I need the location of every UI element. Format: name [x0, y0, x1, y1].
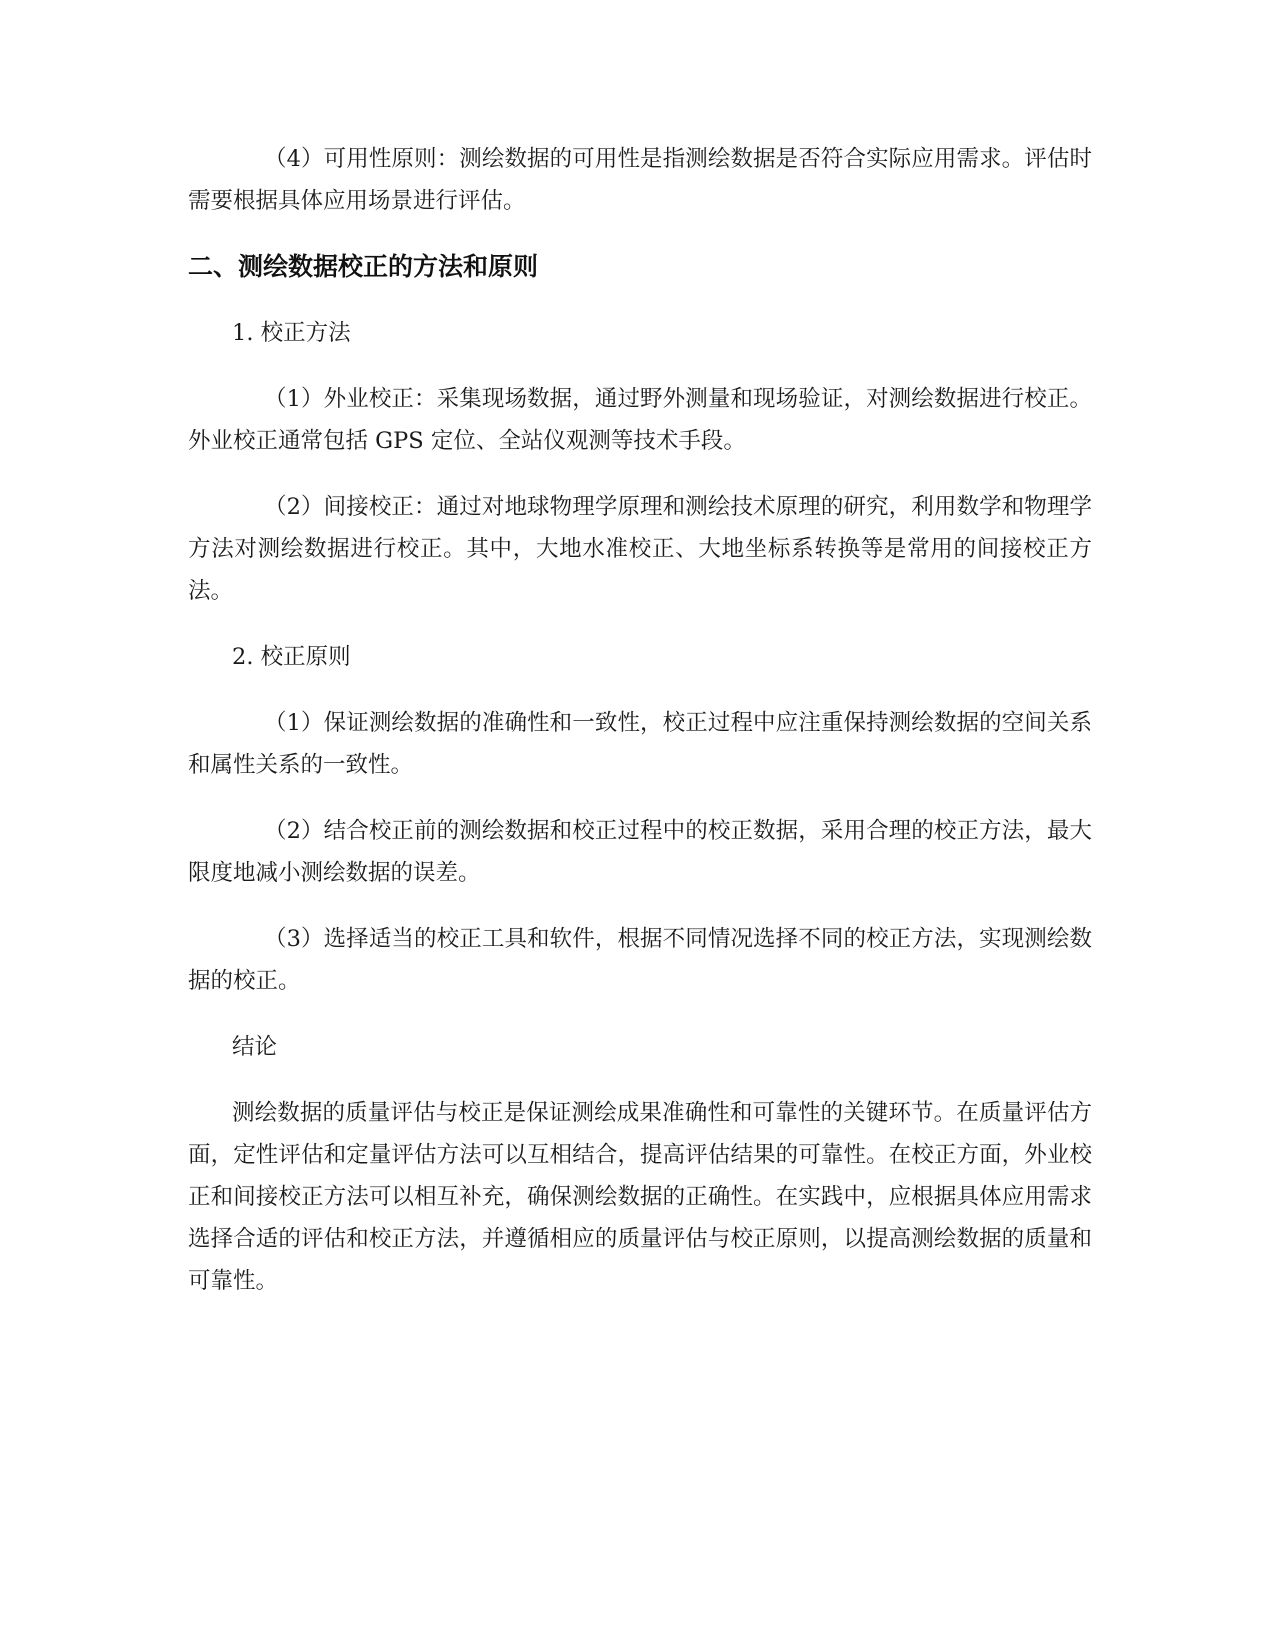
- paragraph-indirect-correction: （2）间接校正：通过对地球物理学原理和测绘技术原理的研究，利用数学和物理学方法对测绘数据进行校正。其中，大地水准校正、大地坐标系转换等是常用的间接校正方法。: [188, 494, 1092, 604]
- paragraph-principle-3: （3）选择适当的校正工具和软件，根据不同情况选择不同的校正方法，实现测绘数据的校正。: [188, 926, 1092, 994]
- conclusion-title: 结论: [232, 1034, 278, 1060]
- document-body: [188, 138, 1092, 1302]
- paragraph-usability-principle: （4）可用性原则：测绘数据的可用性是指测绘数据是否符合实际应用需求。评估时需要根据具体应用场景进行评估。: [188, 146, 1092, 214]
- paragraph-principle-1: （1）保证测绘数据的准确性和一致性，校正过程中应注重保持测绘数据的空间关系和属性关系的一致性。: [188, 710, 1092, 778]
- section-heading: 二、测绘数据校正的方法和原则: [188, 252, 539, 281]
- subsection-title-methods: 1. 校正方法: [232, 320, 351, 346]
- paragraph-field-correction: （1）外业校正：采集现场数据，通过野外测量和现场验证，对测绘数据进行校正。外业校正通常包括 GPS 定位、全站仪观测等技术手段。: [188, 386, 1092, 454]
- paragraph-conclusion: 测绘数据的质量评估与校正是保证测绘成果准确性和可靠性的关键环节。在质量评估方面，定性评估和定量评估方法可以互相结合，提高评估结果的可靠性。在校正方面，外业校正和间接校正方法可以相互补充，确保测绘数据的正确性。在实践中，应根据具体应用需求选择合适的评估和校正方法，并遵循相应的质量评估与校正原则，以提高测绘数据的质量和可靠性。: [188, 1100, 1092, 1294]
- paragraph-principle-2: （2）结合校正前的测绘数据和校正过程中的校正数据，采用合理的校正方法，最大限度地减小测绘数据的误差。: [188, 818, 1092, 886]
- subsection-title-principles: 2. 校正原则: [232, 644, 351, 670]
